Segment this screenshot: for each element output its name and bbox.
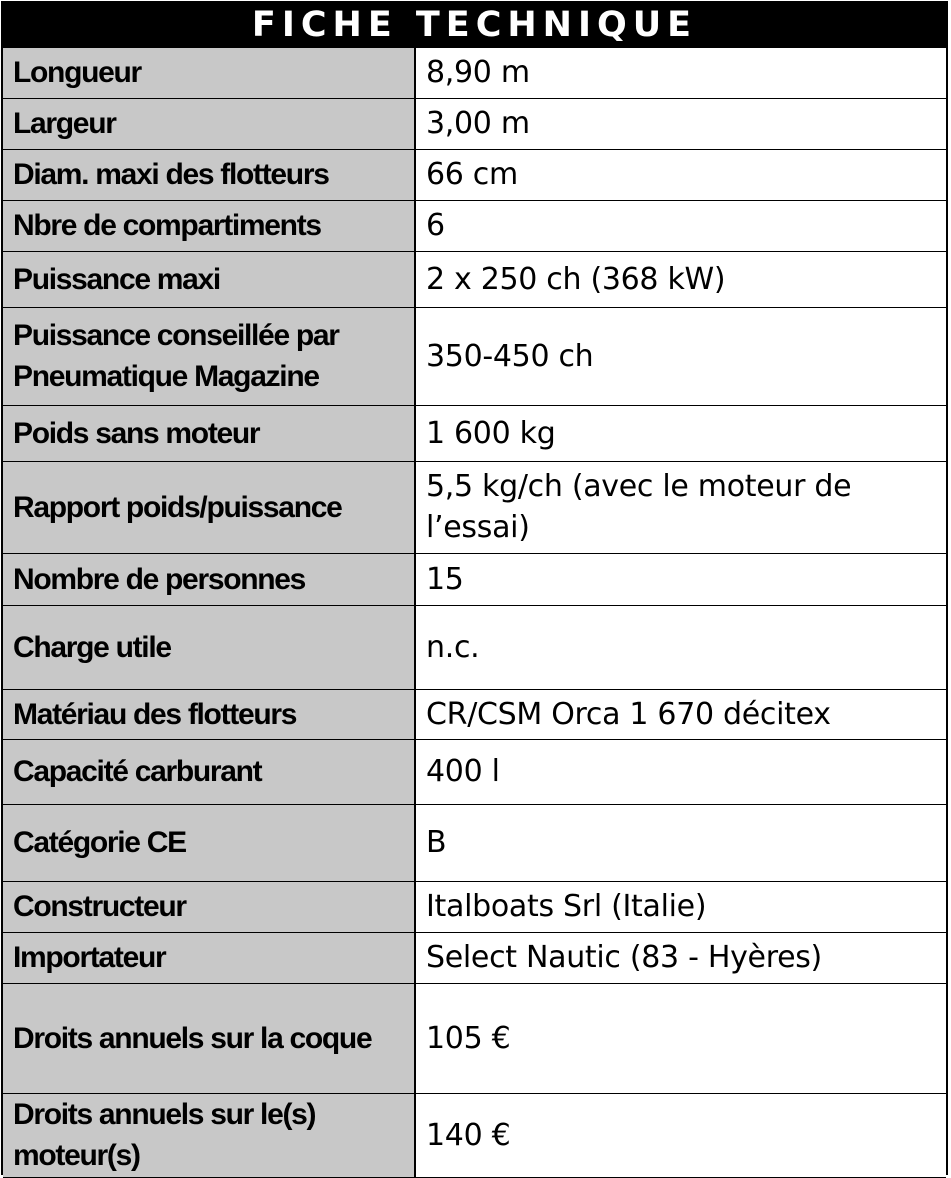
spec-label: Puissance maxi: [3, 251, 415, 307]
spec-value: 400 l: [415, 739, 946, 804]
spec-table: [3, 48, 946, 1178]
spec-value: n.c.: [415, 605, 946, 689]
spec-label: Nbre de compartiments: [3, 200, 415, 251]
spec-label: Nombre de personnes: [3, 553, 415, 605]
spec-label: Importateur: [3, 932, 415, 983]
spec-label: Rapport poids/puissance: [3, 461, 415, 553]
table-row: [3, 307, 946, 405]
table-row: [3, 605, 946, 689]
table-row: [3, 1093, 946, 1177]
spec-label: Puissance conseillée par Pneumatique Magazine: [3, 307, 415, 405]
spec-value: 2 x 250 ch (368 kW): [415, 251, 946, 307]
spec-label: Largeur: [3, 98, 415, 149]
spec-value: B: [415, 804, 946, 881]
table-row: [3, 200, 946, 251]
spec-label: Charge utile: [3, 605, 415, 689]
spec-sheet: [1, 1, 948, 1175]
sheet-title: FICHE TECHNIQUE: [3, 3, 946, 48]
table-row: [3, 98, 946, 149]
table-row: [3, 932, 946, 983]
table-row: [3, 405, 946, 461]
spec-label: Constructeur: [3, 881, 415, 932]
spec-value: 3,00 m: [415, 98, 946, 149]
table-row: [3, 983, 946, 1093]
spec-value: 5,5 kg/ch (avec le moteur de l’essai): [415, 461, 946, 553]
spec-label: Capacité carburant: [3, 739, 415, 804]
spec-label: Poids sans moteur: [3, 405, 415, 461]
spec-value: 140 €: [415, 1093, 946, 1177]
table-row: [3, 461, 946, 553]
spec-label: Catégorie CE: [3, 804, 415, 881]
spec-label: Longueur: [3, 48, 415, 98]
table-row: [3, 739, 946, 804]
spec-value: 6: [415, 200, 946, 251]
spec-label: Matériau des flotteurs: [3, 689, 415, 739]
table-row: [3, 553, 946, 605]
table-row: [3, 881, 946, 932]
spec-value: 15: [415, 553, 946, 605]
spec-value: Select Nautic (83 - Hyères): [415, 932, 946, 983]
spec-label: Droits annuels sur la coque: [3, 983, 415, 1093]
spec-label: Droits annuels sur le(s) moteur(s): [3, 1093, 415, 1177]
spec-value: 105 €: [415, 983, 946, 1093]
spec-value: 350-450 ch: [415, 307, 946, 405]
table-row: [3, 689, 946, 739]
spec-label: Diam. maxi des flotteurs: [3, 149, 415, 200]
table-row: [3, 48, 946, 98]
table-row: [3, 149, 946, 200]
table-row: [3, 804, 946, 881]
spec-value: CR/CSM Orca 1 670 décitex: [415, 689, 946, 739]
spec-value: 66 cm: [415, 149, 946, 200]
table-row: [3, 251, 946, 307]
spec-value: 1 600 kg: [415, 405, 946, 461]
spec-value: Italboats Srl (Italie): [415, 881, 946, 932]
spec-value: 8,90 m: [415, 48, 946, 98]
